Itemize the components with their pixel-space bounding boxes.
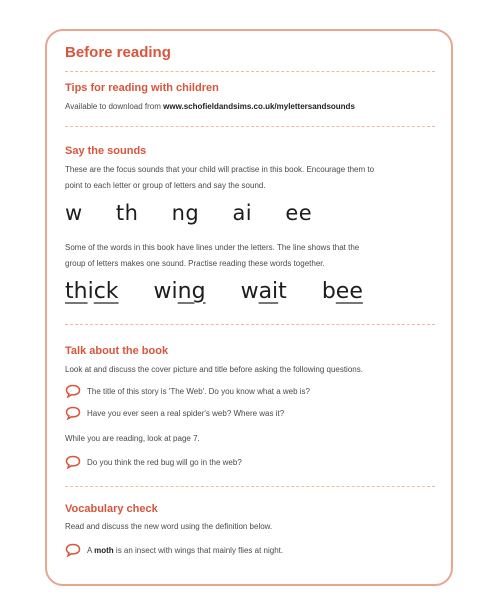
vocab-definition: A moth is an insect with wings that mainly flies at night. [65,543,283,557]
divider [65,71,435,72]
say-sounds-heading: Say the sounds [65,145,147,157]
tips-text: Available to download from www.schofieldandsims.co.uk/mylettersandsounds [65,102,355,111]
focus-sounds [65,201,338,225]
sound: w [65,201,83,225]
say-sounds-intro: These are the focus sounds that your child will practise in this book. Encourage them to point to each letter or group of letters and say the sound. [65,165,375,190]
talk-heading: Talk about the book [65,345,169,357]
tips-heading: Tips for reading with children [65,82,219,94]
talk-intro: Look at and discuss the cover picture and title before asking the following questions. [65,365,363,374]
words-intro: Some of the words in this book have lines under the letters. The line shows that the group of letters makes one sound. Practise reading these words together. [65,243,360,268]
question-3: Do you think the red bug will go in the web? [65,455,242,469]
practice-word: wait [240,279,287,304]
divider [65,324,435,325]
sound: ee [285,201,313,225]
sound: ai [232,201,253,225]
question-1: The title of this story is 'The Web'. Do you know what a web is? [65,384,310,398]
sound: ng [171,201,200,225]
vocab-heading: Vocabulary check [65,503,158,515]
vocab-word: moth [94,545,114,555]
reading-note: While you are reading, look at page 7. [65,434,200,443]
divider [65,486,435,487]
practice-word: wing [153,279,206,304]
practice-word: thick [65,279,119,304]
practice-words [65,279,391,304]
vocab-intro: Read and discuss the new word using the definition below. [65,522,273,531]
speech-bubble-icon [65,455,81,469]
download-link[interactable]: www.schofieldandsims.co.uk/mylettersandsounds [163,102,355,111]
speech-bubble-icon [65,543,81,557]
speech-bubble-icon [65,384,81,398]
question-2: Have you ever seen a real spider's web? Where was it? [65,406,284,420]
speech-bubble-icon [65,406,81,420]
sound: th [115,201,139,225]
divider [65,126,435,127]
page-title: Before reading [65,44,171,61]
practice-word: bee [321,279,363,304]
